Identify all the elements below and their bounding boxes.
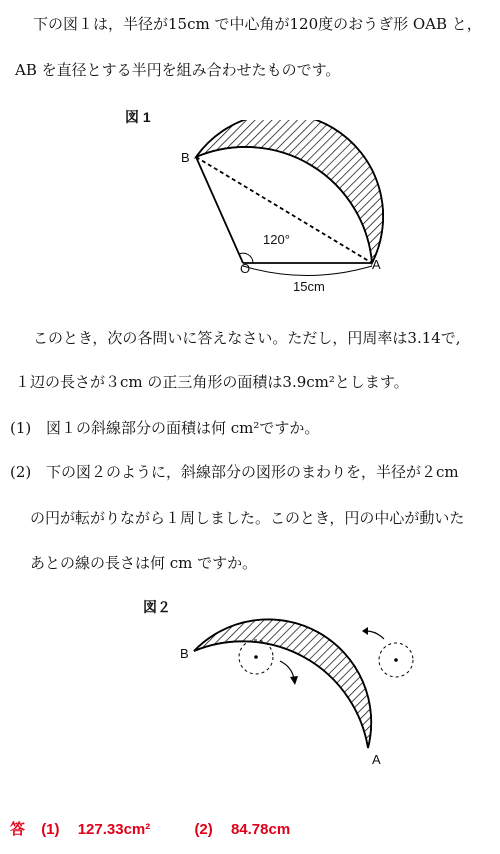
q2-number: (2) <box>10 463 32 481</box>
figure-2 <box>0 595 500 775</box>
intro-line-1: 下の図１は，半径が15cm で中心角が120度のおうぎ形 OAB と， <box>33 15 482 33</box>
conditions-line-1: このとき，次の各問いに答えなさい。ただし，円周率は3.14で, <box>33 329 461 347</box>
answer-prefix: 答 <box>10 821 26 838</box>
intro-line-2: AB を直径とする半円を組み合わせたものです。 <box>15 61 341 79</box>
fig2-arrowhead-1 <box>290 676 298 685</box>
fig1-angle-label: 120° <box>263 232 290 247</box>
q1-number: (1) <box>10 419 32 437</box>
fig1-label-O: O <box>240 261 251 276</box>
conditions-line-2: １辺の長さが３cm の正三角形の面積は3.9cm²とします。 <box>15 373 409 391</box>
answer-line <box>10 818 290 839</box>
fig2-circle-1-center <box>254 655 258 659</box>
fig2-arrow-1 <box>280 661 294 679</box>
fig1-radius-OB <box>196 157 243 263</box>
fig2-hatched-region <box>194 619 371 748</box>
q2-line-1: 下の図２のように，斜線部分の図形のまわりを，半径が２cm <box>46 463 459 481</box>
q2-line-2: の円が転がりながら１周しました。このとき，円の中心が動いた <box>30 509 465 527</box>
answer-1-value: 127.33cm² <box>77 821 151 838</box>
fig1-radius-measure <box>243 266 372 276</box>
answer-2-value: 84.78cm <box>230 821 291 838</box>
fig1-label-A: A <box>372 257 381 272</box>
fig2-label-A: A <box>372 752 381 767</box>
fig2-label-B: B <box>180 646 189 661</box>
answer-2-number: (2) <box>194 821 213 838</box>
q1-text: 図１の斜線部分の面積は何 cm²ですか。 <box>46 419 320 437</box>
answer-1-number: (1) <box>41 821 60 838</box>
fig1-title: 図 1 <box>125 109 151 125</box>
q2-line-3: あとの線の長さは何 cm ですか。 <box>30 554 258 572</box>
fig2-arrowhead-2 <box>362 627 368 635</box>
fig1-radius-label: 15cm <box>293 279 325 294</box>
fig2-title: 図２ <box>143 599 171 615</box>
fig1-label-B: B <box>181 150 190 165</box>
fig2-circle-2-center <box>394 658 398 662</box>
fig2-arrow-2 <box>366 631 384 639</box>
